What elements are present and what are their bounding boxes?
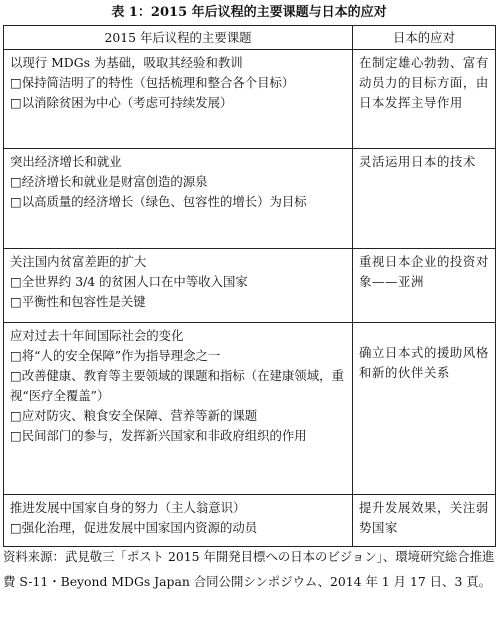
table-row	[4, 323, 496, 495]
agenda-point: □经济增长和就业是财富创造的源泉	[10, 174, 208, 189]
agenda-point: □保持简洁明了的特性（包括梳理和整合各个目标）	[10, 75, 295, 90]
response-cell: 重视日本企业的投资对象——亚洲	[353, 249, 496, 323]
agenda-point: □将“人的安全保障”作为指导理念之一	[10, 348, 221, 363]
agenda-heading: 推进发展中国家自身的努力（主人翁意识）	[10, 500, 246, 515]
agenda-heading: 应对过去十年间国际社会的变化	[10, 328, 184, 343]
table-title: 表 1：2015 年后议程的主要课题与日本的应对	[111, 5, 387, 20]
agenda-heading: 突出经济增长和就业	[10, 154, 122, 169]
table-row	[4, 149, 496, 249]
agenda-table	[3, 25, 496, 547]
agenda-point: □全世界约 3/4 的贫困人口在中等收入国家	[10, 274, 248, 289]
agenda-cell	[4, 323, 353, 495]
agenda-point: □强化治理，促进发展中国家国内资源的动员	[10, 520, 258, 535]
agenda-cell	[4, 495, 353, 547]
table-row	[4, 50, 496, 149]
response-cell: 在制定雄心勃勃、富有动员力的目标方面，由日本发挥主导作用	[353, 50, 496, 149]
header-japan-response: 日本的应对	[353, 26, 496, 50]
table-row	[4, 495, 496, 547]
agenda-heading: 以现行 MDGs 为基础，吸取其经验和教训	[10, 55, 243, 70]
response-cell: 提升发展效果，关注弱势国家	[353, 495, 496, 547]
agenda-point: □平衡性和包容性是关键	[10, 294, 146, 309]
agenda-heading: 关注国内贫富差距的扩大	[10, 254, 147, 269]
agenda-point: □民间部门的参与，发挥新兴国家和非政府组织的作用	[10, 428, 307, 443]
agenda-cell	[4, 249, 353, 323]
header-agenda-issues: 2015 年后议程的主要课题	[4, 26, 353, 50]
source-note: 资料来源：武見敬三「ポスト 2015 年開発目標への日本のビジョン」、環境研究総合推進費 S-11・Beyond MDGs Japan 合同公開シンポジウム、2014 年 1 月 17 日、3 頁。	[3, 549, 495, 589]
agenda-point: □以消除贫困为中心（考虑可持续发展）	[10, 95, 233, 110]
agenda-point: □应对防灾、粮食安全保障、营养等新的课题	[10, 408, 258, 423]
agenda-point: □改善健康、教育等主要领域的课题和指标（在建康领域，重视“医疗全覆盖”）	[10, 368, 344, 403]
agenda-point: □以高质量的经济增长（绿色、包容性的增长）为目标	[10, 194, 307, 209]
response-cell: 灵活运用日本的技术	[353, 149, 496, 249]
response-cell: 确立日本式的援助风格和新的伙伴关系	[353, 323, 496, 495]
agenda-cell	[4, 149, 353, 249]
header-row	[4, 26, 496, 50]
table-row	[4, 249, 496, 323]
agenda-cell	[4, 50, 353, 149]
